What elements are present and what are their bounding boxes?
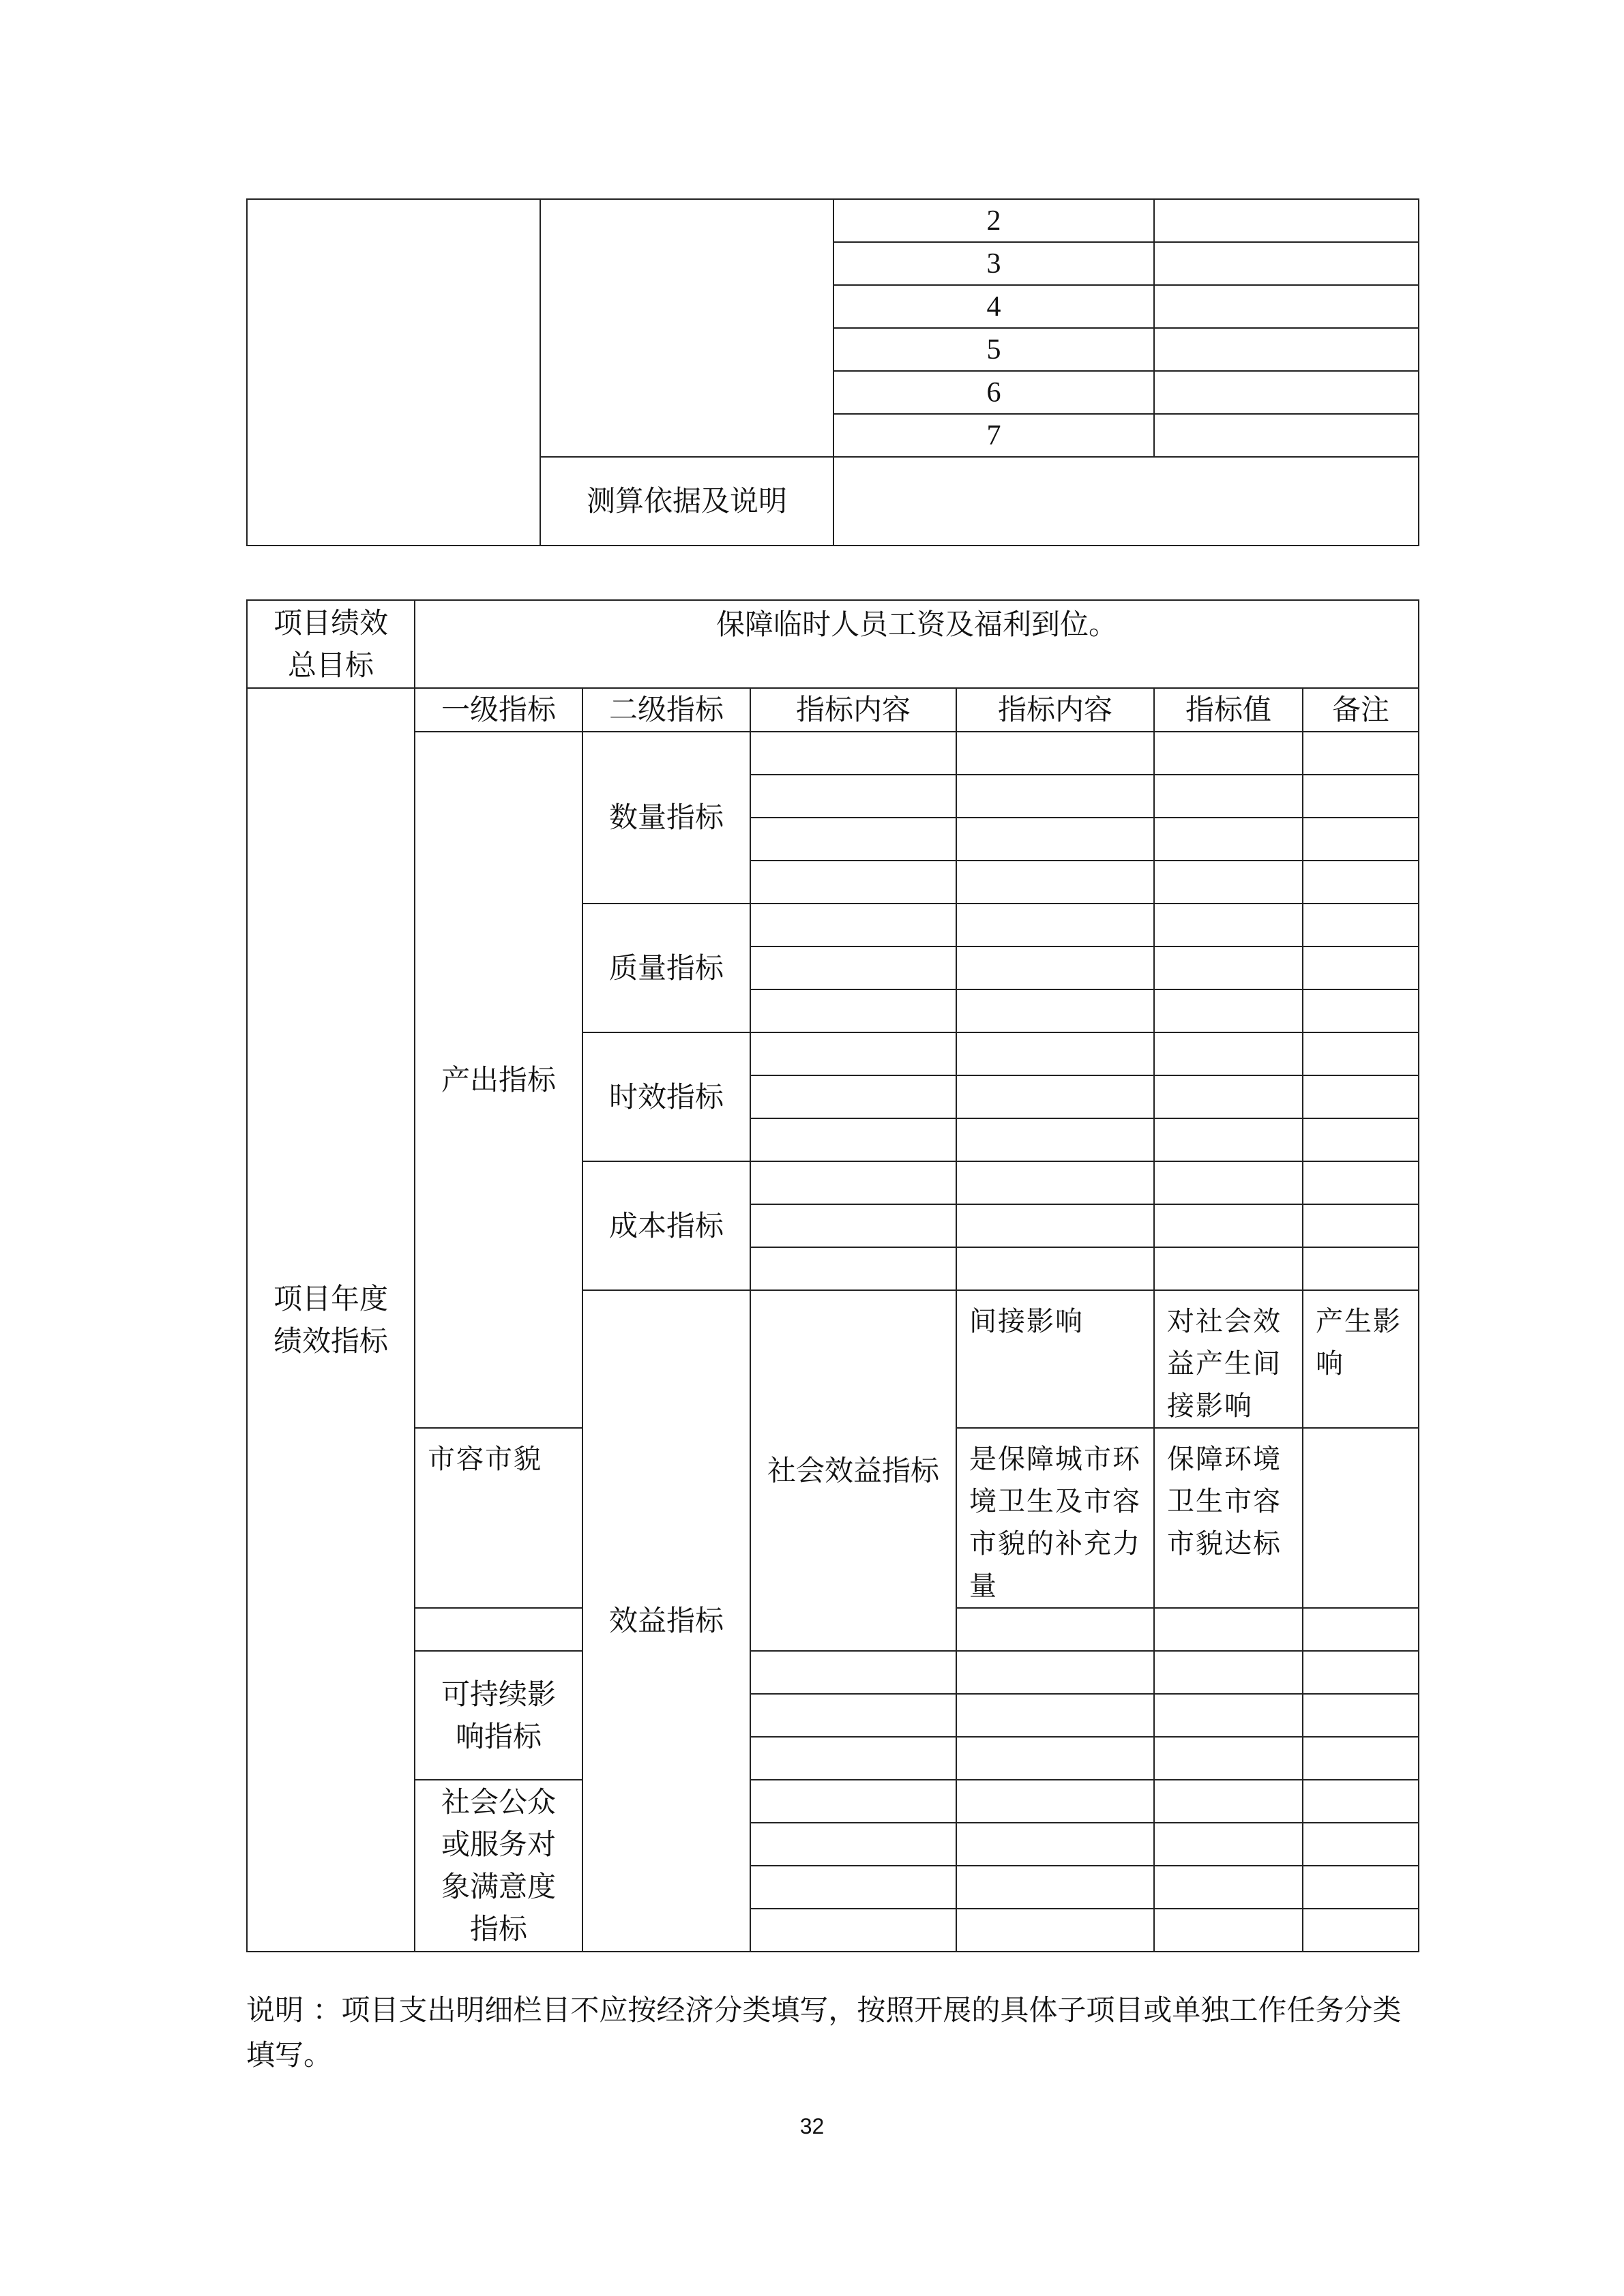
level2-quantity: 数量指标 [582,732,750,904]
row-number: 3 [833,242,1154,285]
social-content1: 市容市貌 [415,1428,582,1608]
table-cell [1154,1651,1303,1694]
social-note [1303,1428,1419,1608]
social-content1: 间接影响 [956,1290,1154,1428]
table-cell [1303,1247,1419,1290]
table-cell [1154,1866,1303,1909]
annual-indicators-label: 项目年度绩效指标 [247,688,415,1952]
table-cell [1303,1651,1419,1694]
table-cell [1303,818,1419,861]
level2-cost: 成本指标 [582,1161,750,1290]
table-cell [750,1737,956,1780]
table-cell [415,1608,582,1651]
level1-benefit: 效益指标 [582,1290,750,1952]
table-cell [956,1032,1154,1075]
table-cell [1154,242,1419,285]
social-content2: 是保障城市环境卫生及市容市貌的补充力量 [956,1428,1154,1608]
table-cell [1154,861,1303,904]
level2-satisfaction: 社会公众或服务对象满意度指标 [415,1780,582,1952]
table-cell [1154,328,1419,371]
table-cell [1154,946,1303,989]
table-cell [956,946,1154,989]
table-cell [750,1204,956,1247]
table-cell [956,1866,1154,1909]
table-cell [750,1909,956,1952]
table-cell [1154,1247,1303,1290]
header-level1: 一级指标 [415,688,582,732]
table-cell [1303,1737,1419,1780]
table-cell [1154,1909,1303,1952]
table-cell [956,1823,1154,1866]
table-cell [1154,414,1419,457]
table-cell [956,1204,1154,1247]
table-cell [750,818,956,861]
row-number: 5 [833,328,1154,371]
table-cell [956,1909,1154,1952]
performance-table [246,599,1419,1952]
table-cell [750,1823,956,1866]
table-cell [1154,1780,1303,1823]
level2-timeliness: 时效指标 [582,1032,750,1161]
header-content: 指标内容 [956,688,1154,732]
table-cell [1303,1204,1419,1247]
table-cell [1154,371,1419,414]
table-cell [1154,285,1419,328]
table-cell [247,199,540,546]
table-cell [956,1247,1154,1290]
table-cell [956,1737,1154,1780]
table-cell [1303,1161,1419,1204]
level1-output: 产出指标 [415,732,582,1428]
header-note: 备注 [1303,688,1419,732]
table-cell [956,989,1154,1032]
goal-label: 项目绩效总目标 [247,600,415,688]
table-cell [1303,1075,1419,1118]
table-cell [956,732,1154,775]
table-cell [750,1780,956,1823]
header-level2: 二级指标 [582,688,750,732]
table-cell [1154,1608,1303,1651]
table-cell [1154,775,1303,818]
table-cell [956,818,1154,861]
goal-text: 保障临时人员工资及福利到位。 [415,600,1419,688]
table-cell [750,1161,956,1204]
row-number: 7 [833,414,1154,457]
table-cell [750,1075,956,1118]
table-cell [1154,1204,1303,1247]
explanation-note: 说明 ：项目支出明细栏目不应按经济分类填写，按照开展的具体子项目或单独工作任务分类填写。 [246,1993,1402,2072]
row-number: 2 [833,199,1154,242]
table-cell [1303,1823,1419,1866]
social-value: 保障环境卫生市容市貌达标 [1154,1428,1303,1608]
table-cell [1303,1118,1419,1161]
table-cell [750,1118,956,1161]
table-cell [1154,1075,1303,1118]
table-cell [1154,1694,1303,1737]
table-cell [750,989,956,1032]
table-cell [956,1651,1154,1694]
table-cell [1154,1737,1303,1780]
table-cell [1303,1780,1419,1823]
table-cell [1303,946,1419,989]
table-cell [956,1118,1154,1161]
table-cell [1303,989,1419,1032]
table-cell [750,732,956,775]
basis-content [833,457,1419,546]
table-cell [1303,1694,1419,1737]
table-cell [1154,1823,1303,1866]
table-cell [750,1694,956,1737]
table-cell [540,199,833,457]
table-cell [1154,199,1419,242]
table-cell [1154,1118,1303,1161]
table-cell [1303,904,1419,946]
table-cell [750,775,956,818]
table-cell [750,861,956,904]
table-cell [956,1608,1154,1651]
table-cell [1303,1909,1419,1952]
table-cell [956,904,1154,946]
level2-sustainability: 可持续影响指标 [415,1651,582,1780]
header-content: 指标内容 [750,688,956,732]
level2-quality: 质量指标 [582,904,750,1032]
table-cell [1154,732,1303,775]
table-cell [750,1866,956,1909]
budget-detail-table [246,198,1419,546]
table-cell [1154,1161,1303,1204]
basis-label: 测算依据及说明 [540,457,833,546]
table-cell [1303,1032,1419,1075]
table-cell [1303,732,1419,775]
table-cell [956,775,1154,818]
table-cell [956,1161,1154,1204]
social-value: 产生影响 [1303,1290,1419,1428]
header-value: 指标值 [1154,688,1303,732]
table-cell [1303,1866,1419,1909]
social-content2: 对社会效益产生间接影响 [1154,1290,1303,1428]
table-cell [750,946,956,989]
table-cell [956,1780,1154,1823]
table-cell [1154,818,1303,861]
table-cell [1154,904,1303,946]
table-cell [1303,1608,1419,1651]
page-number: 32 [799,2114,825,2138]
table-cell [956,861,1154,904]
table-cell [750,904,956,946]
table-cell [956,1075,1154,1118]
row-number: 4 [833,285,1154,328]
table-cell [750,1651,956,1694]
table-cell [750,1247,956,1290]
table-cell [1303,861,1419,904]
level2-social-benefit: 社会效益指标 [750,1290,956,1651]
table-cell [750,1032,956,1075]
table-cell [956,1694,1154,1737]
table-cell [1154,1032,1303,1075]
table-cell [1303,775,1419,818]
row-number: 6 [833,371,1154,414]
table-cell [1154,989,1303,1032]
